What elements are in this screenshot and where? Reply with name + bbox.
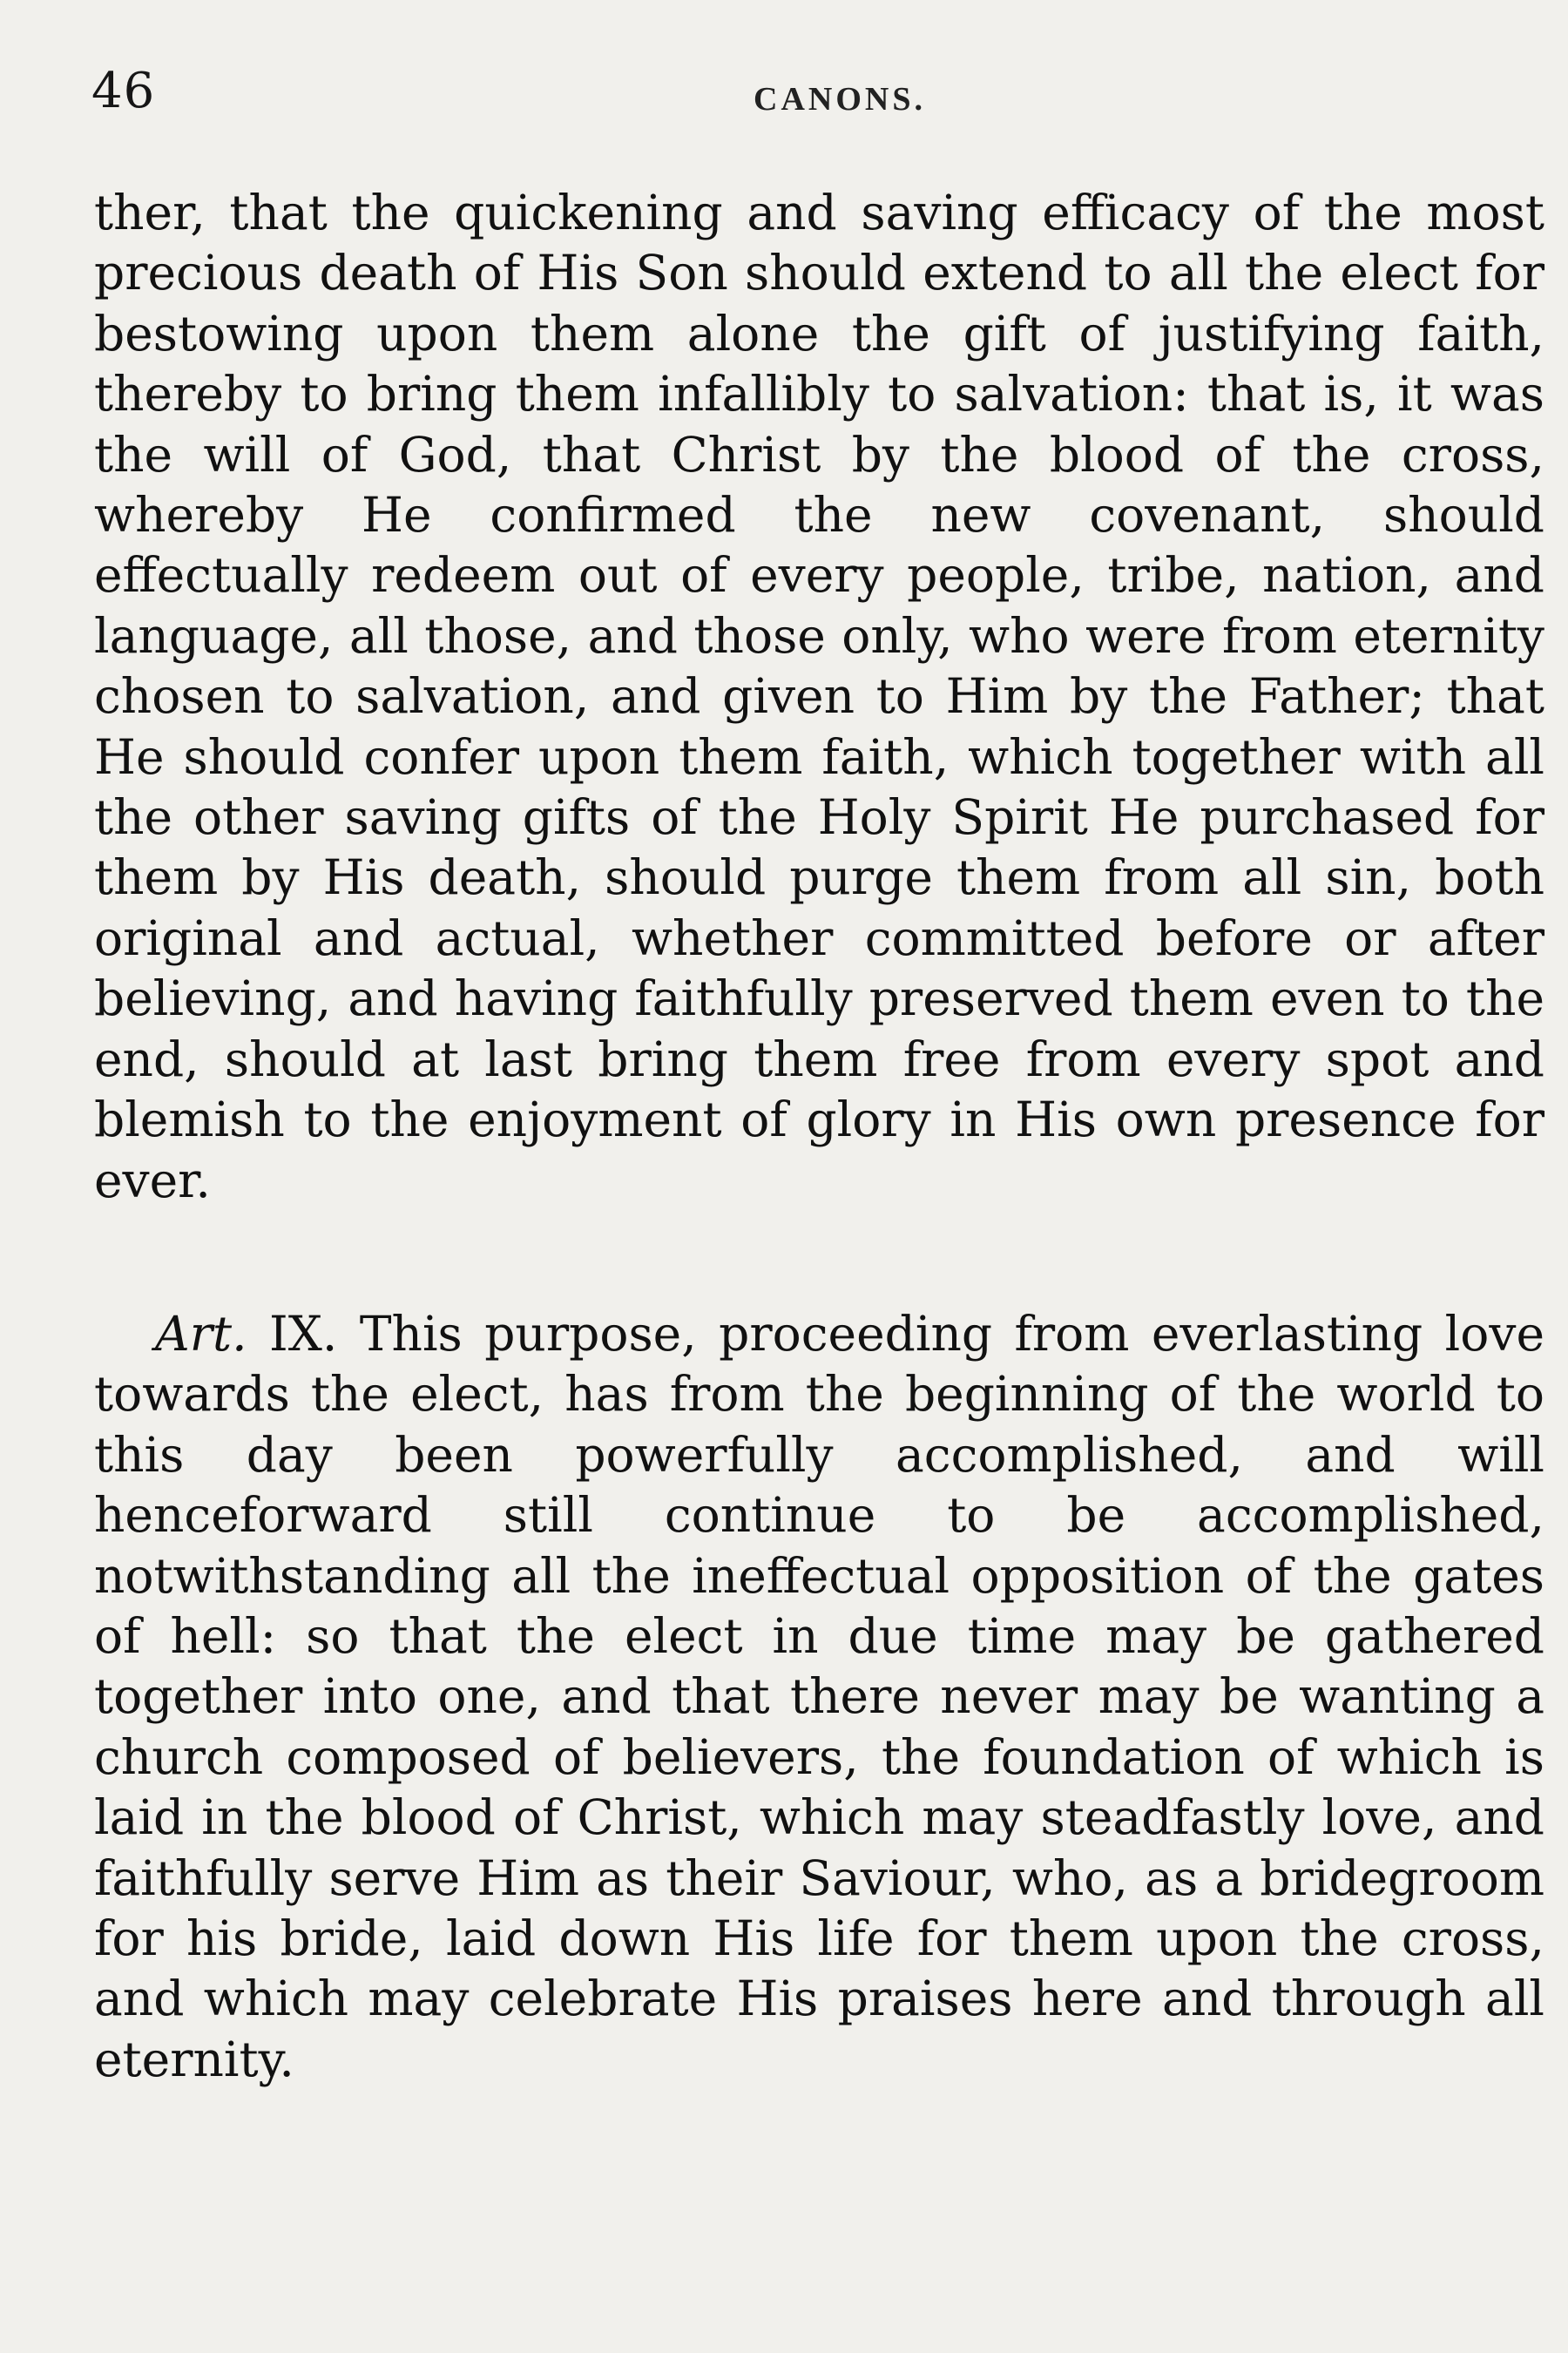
article-number: IX. xyxy=(269,1305,338,1362)
page-header xyxy=(91,63,1544,141)
body-text xyxy=(94,183,1544,2090)
paragraph-gap xyxy=(94,1211,1544,1304)
article-text: This purpose, proceeding from everlasting love towards the elect, has from the beginning of the world to this day been powerfully accomplished, and will henceforward still continue to be accomplished, notwithstanding all the ineffectual opposition of the gates of hell: so that the elect in due time may be gathered together into one, and that there never may be wanting a church composed of believers, the foundation of which is laid in the blood of Christ, which may steadfastly love, and faithfully serve Him as their Saviour, who, as a bridegroom for his bride, laid down His life for them upon the cross, and which may celebrate His praises here and through all eternity. xyxy=(94,1305,1545,2087)
paragraph-continuation: ther, that the quickening and saving efficacy of the most precious death of His Son should extend to all the elect for bestowing upon them alone the gift of justifying faith, thereby to bring them infallibly to salvation: that is, it was the will of God, that Christ by the blood of the cross, whereby He confirmed the new covenant, should effectually redeem out of every people, tribe, nation, and language, all those, and those only, who were from eternity chosen to salvation, and given to Him by the Father; that He should confer upon them faith, which together with all the other saving gifts of the Holy Spirit He purchased for them by His death, should purge them from all sin, both original and actual, whether committed before or after believing, and having faithfully preserved them even to the end, should at last bring them free from every spot and blemish to the enjoyment of glory in His own presence for ever. xyxy=(94,185,1544,1208)
page-number: 46 xyxy=(91,63,156,119)
running-head: CANONS. xyxy=(754,81,926,118)
article-ix-paragraph xyxy=(94,1304,1544,2090)
article-label: Art. xyxy=(155,1305,247,1362)
